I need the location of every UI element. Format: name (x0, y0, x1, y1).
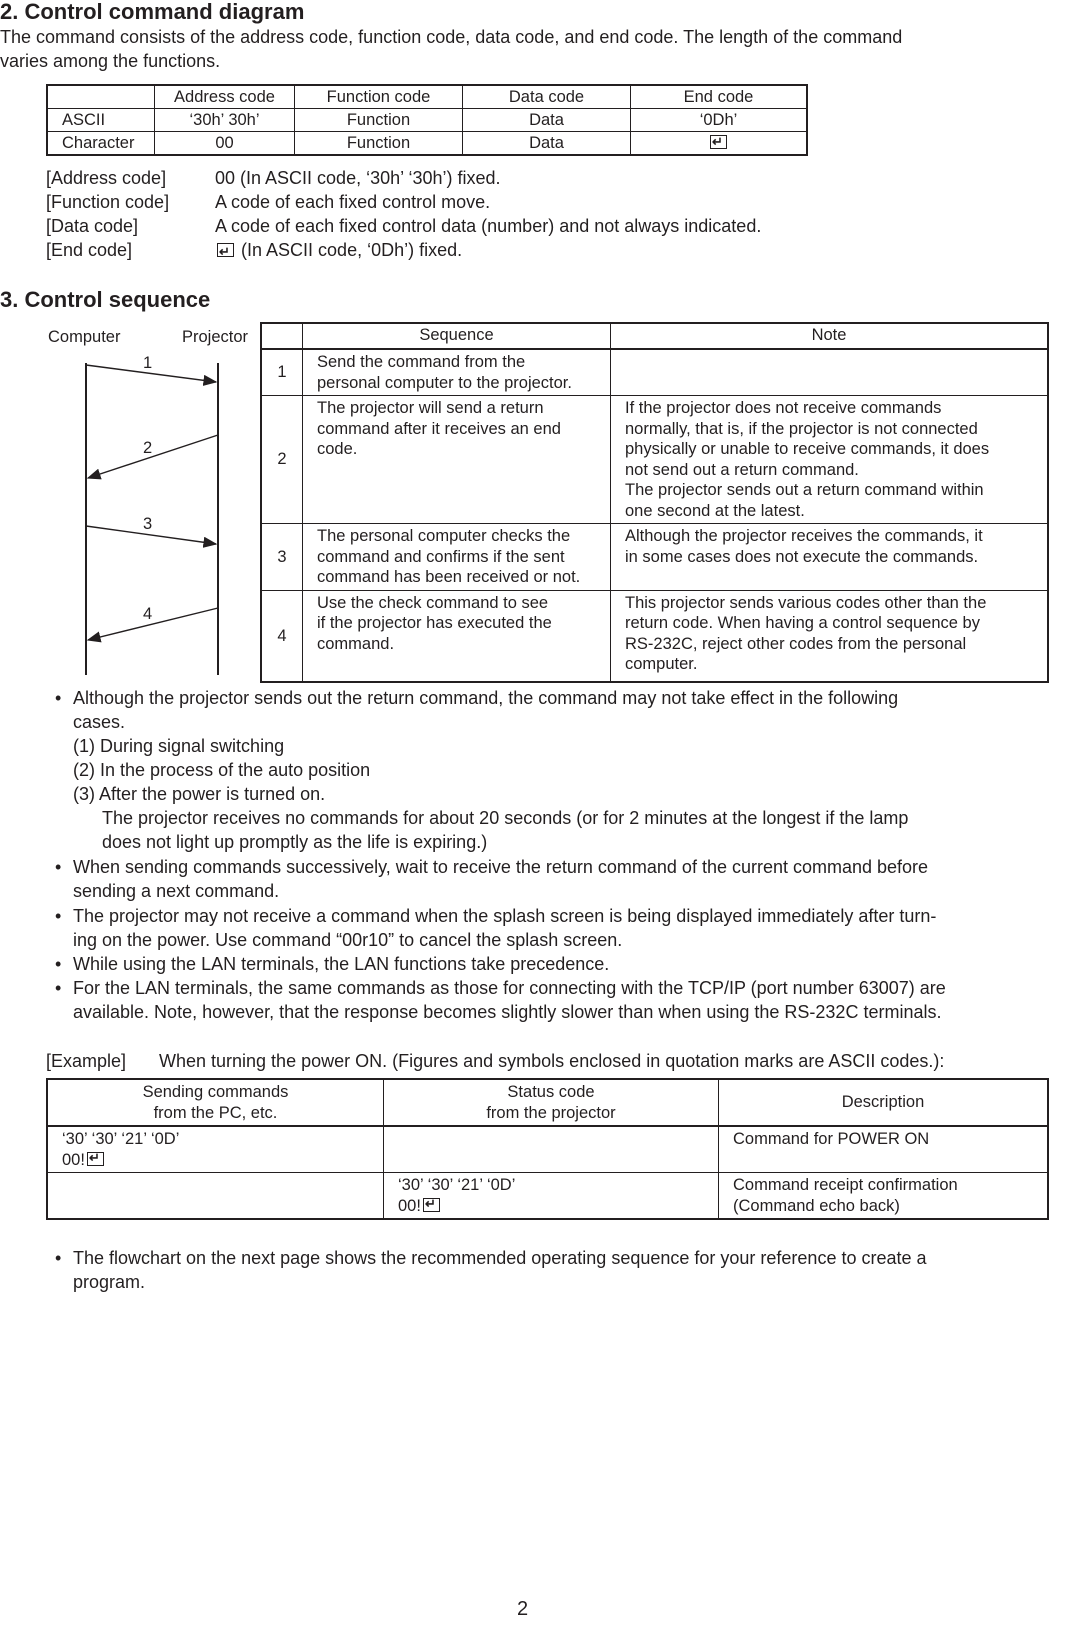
intro-line-2: varies among the functions. (0, 51, 221, 71)
diagram-label-projector: Projector (182, 328, 249, 346)
example-table (46, 1078, 1049, 1220)
table-row: 3 The personal computer checks the command and confirms if the sent command has been received or not. Although the projector receives the commands, it in some cases does not execute the commands. (261, 524, 1048, 591)
sequence-diagram (40, 325, 280, 675)
bullet-icon: • (55, 906, 62, 926)
arrow-label-4: 4 (143, 605, 153, 623)
bullet-icon: • (55, 954, 62, 974)
table-row: ‘30’ ‘30’ ‘21’ ‘0D’ 00!↵ Command for POWER ON (47, 1126, 1048, 1173)
arrow-label-3: 3 (143, 515, 153, 533)
table-row: Character 00 Function Data ↵ (47, 132, 807, 156)
bullet-icon: • (55, 688, 62, 708)
enter-key-icon (87, 1152, 104, 1166)
enter-key-icon (423, 1198, 440, 1212)
table-header-row: Sending commands from the PC, etc. Status code from the projector Description (47, 1079, 1048, 1126)
bullet-icon: • (55, 1248, 62, 1268)
section-2-title: 2. Control command diagram (0, 0, 305, 24)
example-label: [Example] (46, 1051, 127, 1071)
table-row: 1 Send the command from the personal computer to the projector. (261, 349, 1048, 396)
table-row: 4 Use the check command to see if the projector has executed the command. This projector sends various codes other than the return code. When having a control sequence by RS-232C, reject other codes from the personal computer. (261, 590, 1048, 682)
table-header-row: Sequence Note (261, 323, 1048, 349)
control-sequence-table (260, 322, 1049, 683)
section-3-title: 3. Control sequence (0, 287, 211, 312)
intro-line-1: The command consists of the address code, function code, data code, and end code. The length of the command (0, 27, 903, 47)
bullet-icon: • (55, 857, 62, 877)
final-note-line-1: The flowchart on the next page shows the recommended operating sequence for your reference to create a (73, 1248, 927, 1268)
enter-key-icon (217, 243, 234, 257)
table-header-row: Address code Function code Data code End code (47, 85, 807, 109)
table-row: 2 The projector will send a return command after it receives an end code. If the projector does not receive commands normally, that is, if the projector is not connected physically or unable to receive commands, it does not send out a return command. The projector sends out a return command within one second at the latest. (261, 396, 1048, 524)
command-structure-table (46, 84, 808, 156)
table-row: ASCII ‘30h’ 30h’ Function Data ‘0Dh’ (47, 109, 807, 132)
table-row: ‘30’ ‘30’ ‘21’ ‘0D’ 00!↵ Command receipt confirmation (Command echo back) (47, 1173, 1048, 1220)
diagram-label-computer: Computer (48, 328, 121, 346)
arrow-label-2: 2 (143, 439, 153, 457)
example-text: When turning the power ON. (Figures and symbols enclosed in quotation marks are ASCII codes.): (159, 1051, 945, 1071)
page-number: 2 (517, 1598, 529, 1620)
arrow-label-1: 1 (143, 354, 153, 372)
enter-key-icon (710, 135, 727, 149)
final-note-line-2: program. (73, 1272, 146, 1292)
bullet-icon: • (55, 978, 62, 998)
